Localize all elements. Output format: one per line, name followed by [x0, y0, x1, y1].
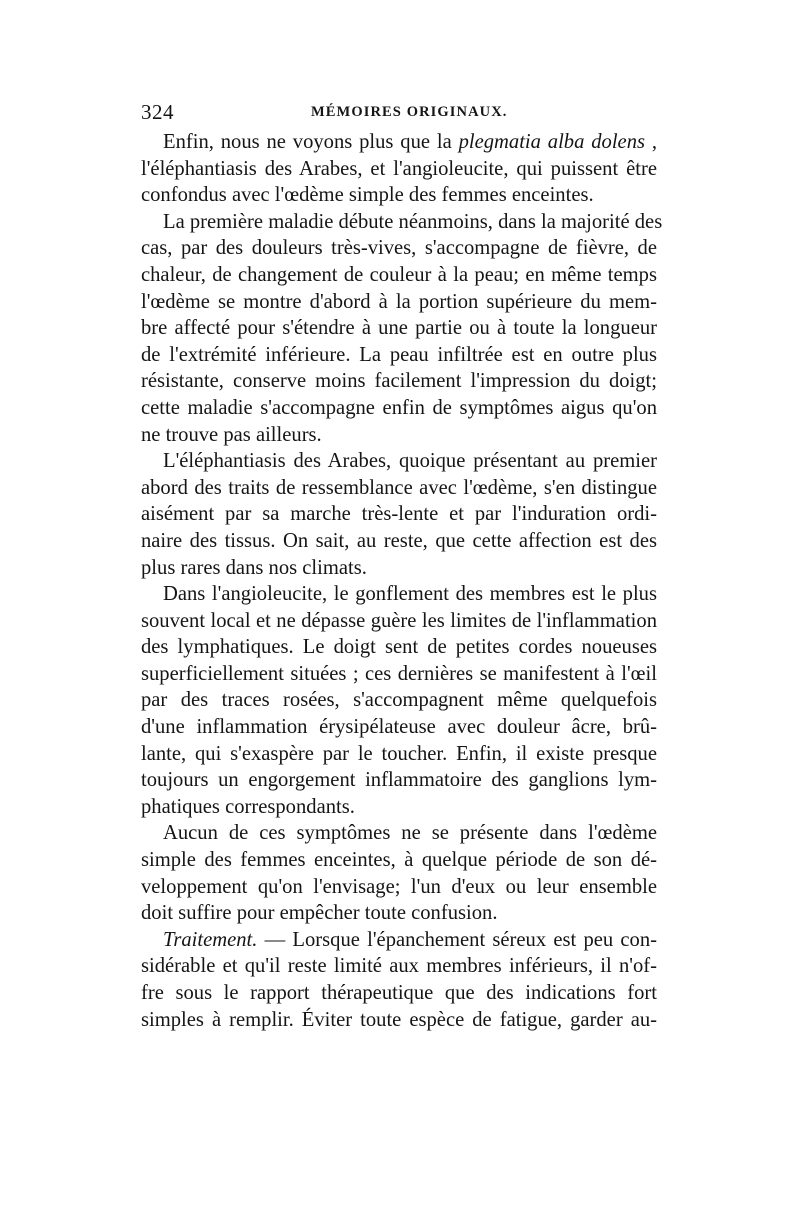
paragraph: [141, 209, 663, 448]
text-line: phatiques correspondants.: [141, 795, 355, 818]
text-line: sidérable et qu'il reste limité aux membres inférieurs, il n'of-: [141, 955, 657, 978]
text-line: lante, qui s'exaspère par le toucher. Enfin, il existe presque: [141, 742, 657, 765]
text-line: de l'extrémité inférieure. La peau infiltrée est en outre plus: [141, 343, 657, 366]
text-line: confondus avec l'œdème simple des femmes enceintes.: [141, 184, 594, 207]
paragraph: [141, 820, 657, 926]
text-line: cas, par des douleurs très-vives, s'accompagne de fièvre, de: [141, 237, 657, 260]
text-line: plus rares dans nos climats.: [141, 556, 367, 579]
page-number: 324: [141, 100, 174, 124]
text-line: abord des traits de ressemblance avec l'œdème, s'en distingue: [141, 476, 657, 499]
book-page: [141, 95, 663, 1033]
body-text: [141, 129, 663, 1033]
italic-term: plegmatia alba dolens: [458, 131, 646, 153]
text-line: des lymphatiques. Le doigt sent de petites cordes noueuses: [141, 636, 657, 659]
text-line: d'une inflammation érysipélateuse avec douleur âcre, brû-: [141, 716, 657, 739]
text-run: Enfin, nous ne voyons plus que la: [163, 131, 459, 153]
text-line: [141, 927, 657, 954]
text-line: [141, 129, 657, 156]
text-line: simples à remplir. Éviter toute espèce de fatigue, garder au-: [141, 1008, 657, 1031]
text-line: aisément par sa marche très-lente et par l'induration ordi-: [141, 503, 657, 526]
text-line: L'éléphantiasis des Arabes, quoique présentant au premier: [163, 450, 657, 473]
text-line: veloppement qu'on l'envisage; l'un d'eux ou leur ensemble: [141, 875, 657, 898]
paragraph: [141, 448, 657, 581]
paragraph: [141, 581, 657, 820]
text-line: chaleur, de changement de couleur à la peau; en même temps: [141, 263, 657, 286]
text-run: ,: [645, 131, 658, 153]
paragraph: [141, 129, 657, 209]
text-line: naire des tissus. On sait, au reste, que cette affection est des: [141, 529, 657, 552]
text-line: superficiellement situées ; ces dernières se manifestent à l'œil: [141, 662, 657, 685]
text-line: cette maladie s'accompagne enfin de symptômes aigus qu'on: [141, 396, 657, 419]
text-line: toujours un engorgement inflammatoire des ganglions lym-: [141, 769, 657, 792]
text-line: Aucun de ces symptômes ne se présente dans l'œdème: [163, 822, 657, 845]
running-title: MÉMOIRES ORIGINAUX.: [311, 104, 508, 120]
text-line: ne trouve pas ailleurs.: [141, 423, 322, 446]
text-line: souvent local et ne dépasse guère les limites de l'inflammation: [141, 609, 657, 632]
text-line: doit suffire pour empêcher toute confusion.: [141, 902, 498, 925]
text-line: bre affecté pour s'étendre à une partie ou à toute la longueur: [141, 317, 657, 340]
text-line: résistante, conserve moins facilement l'impression du doigt;: [141, 370, 657, 393]
paragraph: [141, 927, 657, 1033]
running-head: [141, 95, 657, 129]
text-line: simple des femmes enceintes, à quelque période de son dé-: [141, 849, 657, 872]
text-line: La première maladie débute néanmoins, dans la majorité des: [163, 210, 663, 233]
text-line: par des traces rosées, s'accompagnent même quelquefois: [141, 689, 657, 712]
text-line: l'éléphantiasis des Arabes, et l'angioleucite, qui puissent être: [141, 157, 657, 180]
italic-term: Traitement.: [163, 928, 258, 951]
text-line: Dans l'angioleucite, le gonflement des membres est le plus: [163, 583, 657, 606]
text-line: l'œdème se montre d'abord à la portion supérieure du mem-: [141, 290, 657, 313]
text-run: — Lorsque l'épanchement séreux est peu con-: [257, 928, 657, 951]
text-line: fre sous le rapport thérapeutique que des indications fort: [141, 982, 657, 1004]
